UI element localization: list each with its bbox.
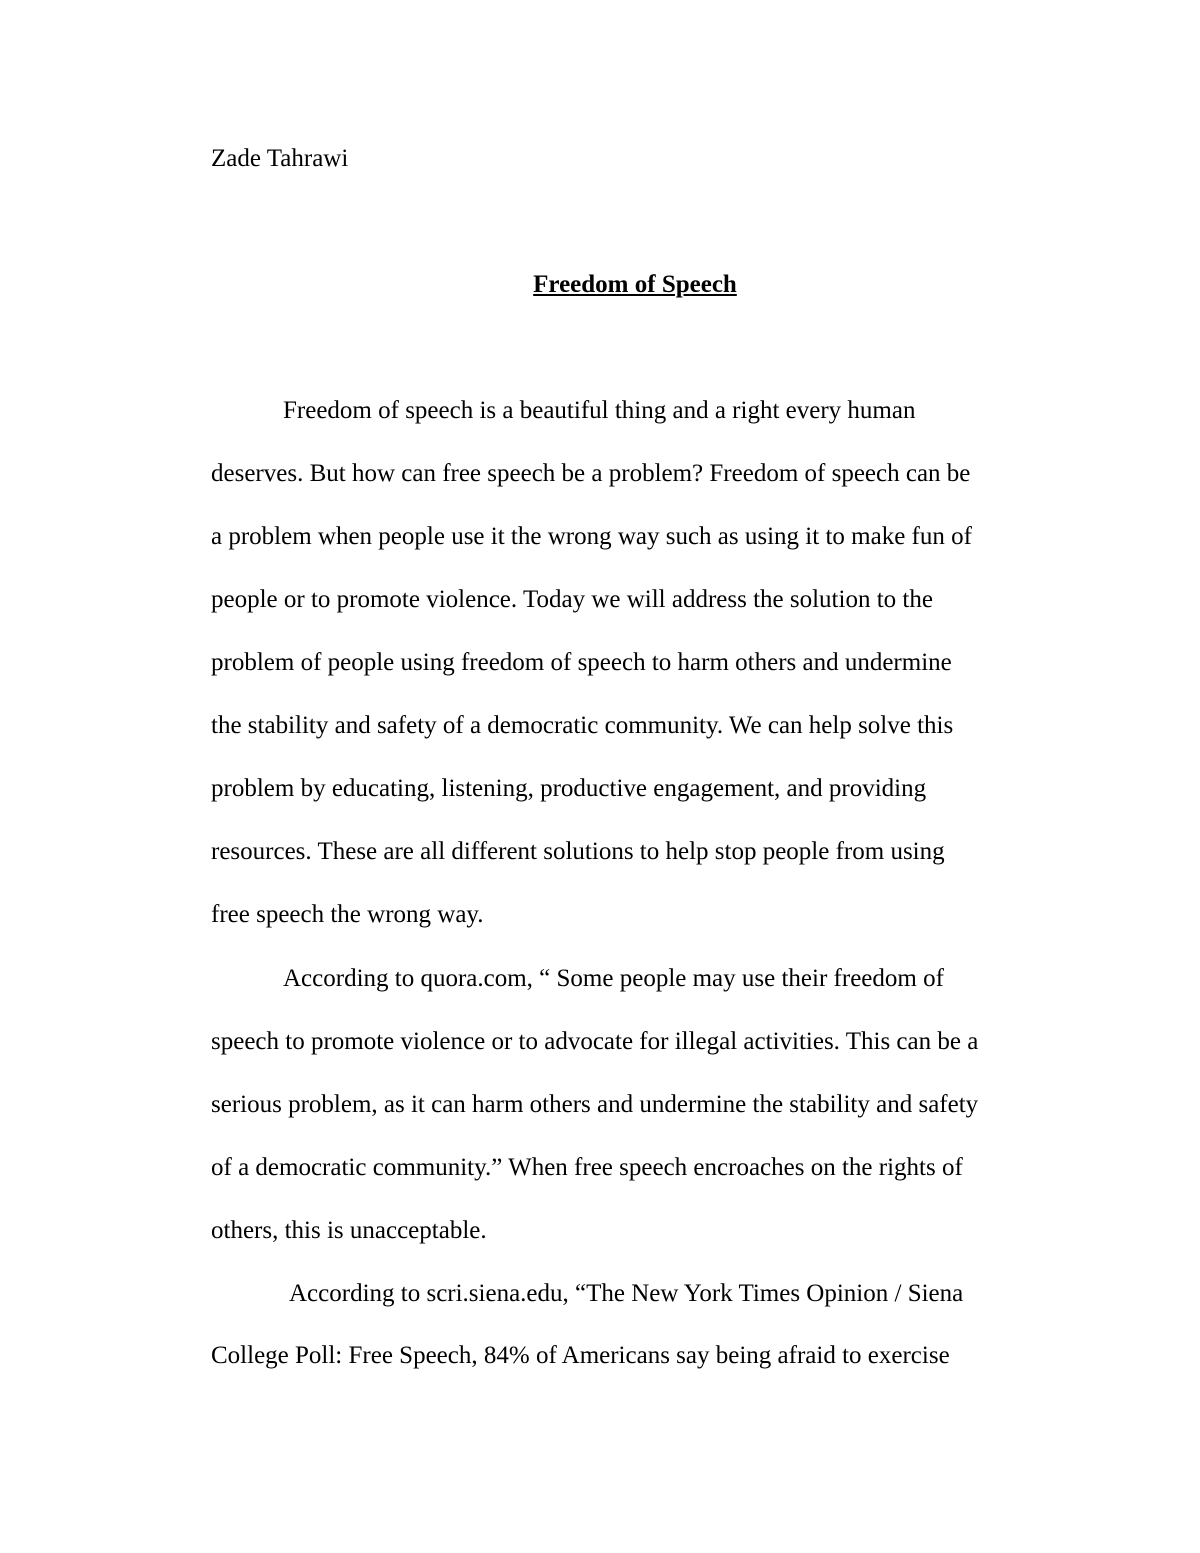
paragraph-line: According to scri.siena.edu, “The New York Times Opinion / Siena: [289, 1280, 964, 1307]
paragraph-line: others, this is unacceptable.: [211, 1217, 487, 1244]
paragraph-line: the stability and safety of a democratic community. We can help solve this: [211, 712, 954, 739]
paragraph-line: speech to promote violence or to advocate for illegal activities. This can be a: [211, 1028, 979, 1055]
paragraph-line: problem of people using freedom of speech to harm others and undermine: [211, 649, 952, 676]
paragraph-line: a problem when people use it the wrong way such as using it to make fun of: [211, 523, 972, 550]
author-name: Zade Tahrawi: [211, 145, 349, 172]
essay-title: Freedom of Speech: [533, 271, 737, 298]
paragraph-line: Freedom of speech is a beautiful thing and a right every human: [283, 397, 916, 424]
paragraph-line: resources. These are all different solutions to help stop people from using: [211, 838, 945, 865]
paragraph-line: According to quora.com, “ Some people may use their freedom of: [283, 965, 944, 992]
paragraph-line: deserves. But how can free speech be a problem? Freedom of speech can be: [211, 460, 971, 487]
paragraph-line: College Poll: Free Speech, 84% of Americans say being afraid to exercise: [211, 1342, 950, 1369]
paragraph-line: problem by educating, listening, productive engagement, and providing: [211, 775, 927, 802]
paragraph-line: of a democratic community.” When free speech encroaches on the rights of: [211, 1154, 963, 1181]
paragraph-line: free speech the wrong way.: [211, 901, 484, 928]
paragraph-line: people or to promote violence. Today we will address the solution to the: [211, 586, 933, 613]
paragraph-line: serious problem, as it can harm others and undermine the stability and safety: [211, 1091, 979, 1118]
